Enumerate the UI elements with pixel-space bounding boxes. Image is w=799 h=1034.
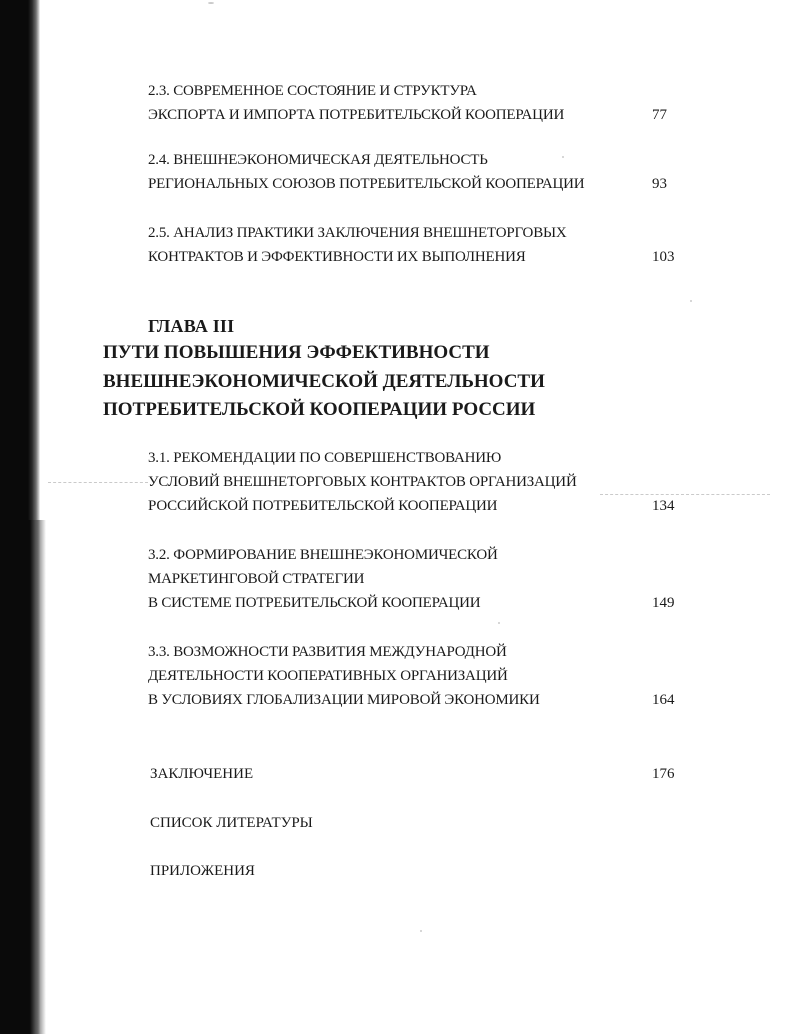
toc-page-number: 134 [652,498,675,514]
scan-binding-shadow [0,520,46,1034]
toc-entry-line: 2.3. СОВРЕМЕННОЕ СОСТОЯНИЕ И СТРУКТУРА [148,83,477,99]
toc-entry-line: 3.2. ФОРМИРОВАНИЕ ВНЕШНЕЭКОНОМИЧЕСКОЙ [148,547,498,563]
toc-entry-2-4 [148,148,688,196]
toc-page-number: 93 [652,176,667,192]
chapter-title-line: ВНЕШНЕЭКОНОМИЧЕСКОЙ ДЕЯТЕЛЬНОСТИ [103,370,545,392]
toc-page-number: 77 [652,107,667,123]
toc-entry-line: 2.4. ВНЕШНЕЭКОНОМИЧЕСКАЯ ДЕЯТЕЛЬНОСТЬ [148,152,488,168]
toc-entry-2-5 [148,221,688,269]
toc-entry-line: В УСЛОВИЯХ ГЛОБАЛИЗАЦИИ МИРОВОЙ ЭКОНОМИКИ [148,692,540,708]
toc-entry-3-3 [148,640,688,712]
toc-entry-line: ДЕЯТЕЛЬНОСТИ КООПЕРАТИВНЫХ ОРГАНИЗАЦИЙ [148,668,508,684]
toc-entry-line: 3.1. РЕКОМЕНДАЦИИ ПО СОВЕРШЕНСТВОВАНИЮ [148,450,502,466]
toc-entry-line: МАРКЕТИНГОВОЙ СТРАТЕГИИ [148,571,365,587]
toc-entry-3-1 [148,446,688,518]
toc-page-number: 176 [652,766,675,782]
scan-speck [420,930,422,932]
scan-artifact-line [48,482,148,483]
chapter-title [103,339,545,425]
chapter-title-line: ПУТИ ПОВЫШЕНИЯ ЭФФЕКТИВНОСТИ [103,342,490,363]
scan-speck [498,622,500,624]
toc-entry-2-3 [148,79,688,127]
toc-entry-line: РЕГИОНАЛЬНЫХ СОЮЗОВ ПОТРЕБИТЕЛЬСКОЙ КООПЕРАЦИИ [148,176,585,192]
toc-entry-line: УСЛОВИЙ ВНЕШНЕТОРГОВЫХ КОНТРАКТОВ ОРГАНИЗАЦИЙ [148,474,577,490]
toc-appendices: ПРИЛОЖЕНИЯ [150,863,255,879]
toc-page-number: 103 [652,249,675,265]
toc-entry-line: 2.5. АНАЛИЗ ПРАКТИКИ ЗАКЛЮЧЕНИЯ ВНЕШНЕТОРГОВЫХ [148,225,567,241]
chapter-label: ГЛАВА III [148,316,235,336]
toc-entry-line: 3.3. ВОЗМОЖНОСТИ РАЗВИТИЯ МЕЖДУНАРОДНОЙ [148,644,507,660]
toc-entry-line: В СИСТЕМЕ ПОТРЕБИТЕЛЬСКОЙ КООПЕРАЦИИ [148,595,481,611]
chapter-title-line: ПОТРЕБИТЕЛЬСКОЙ КООПЕРАЦИИ РОССИИ [103,399,536,420]
scan-speck [208,2,214,4]
toc-entry-line: ЭКСПОРТА И ИМПОРТА ПОТРЕБИТЕЛЬСКОЙ КООПЕРАЦИИ [148,107,565,123]
scan-speck [690,300,692,302]
toc-entry-3-2 [148,543,688,615]
toc-entry-line: РОССИЙСКОЙ ПОТРЕБИТЕЛЬСКОЙ КООПЕРАЦИИ [148,498,498,514]
toc-bibliography: СПИСОК ЛИТЕРАТУРЫ [150,815,313,831]
toc-page-number: 164 [652,692,675,708]
toc-page-number: 149 [652,595,675,611]
toc-conclusion: ЗАКЛЮЧЕНИЕ [150,766,254,782]
toc-entry-line: КОНТРАКТОВ И ЭФФЕКТИВНОСТИ ИХ ВЫПОЛНЕНИЯ [148,249,526,265]
